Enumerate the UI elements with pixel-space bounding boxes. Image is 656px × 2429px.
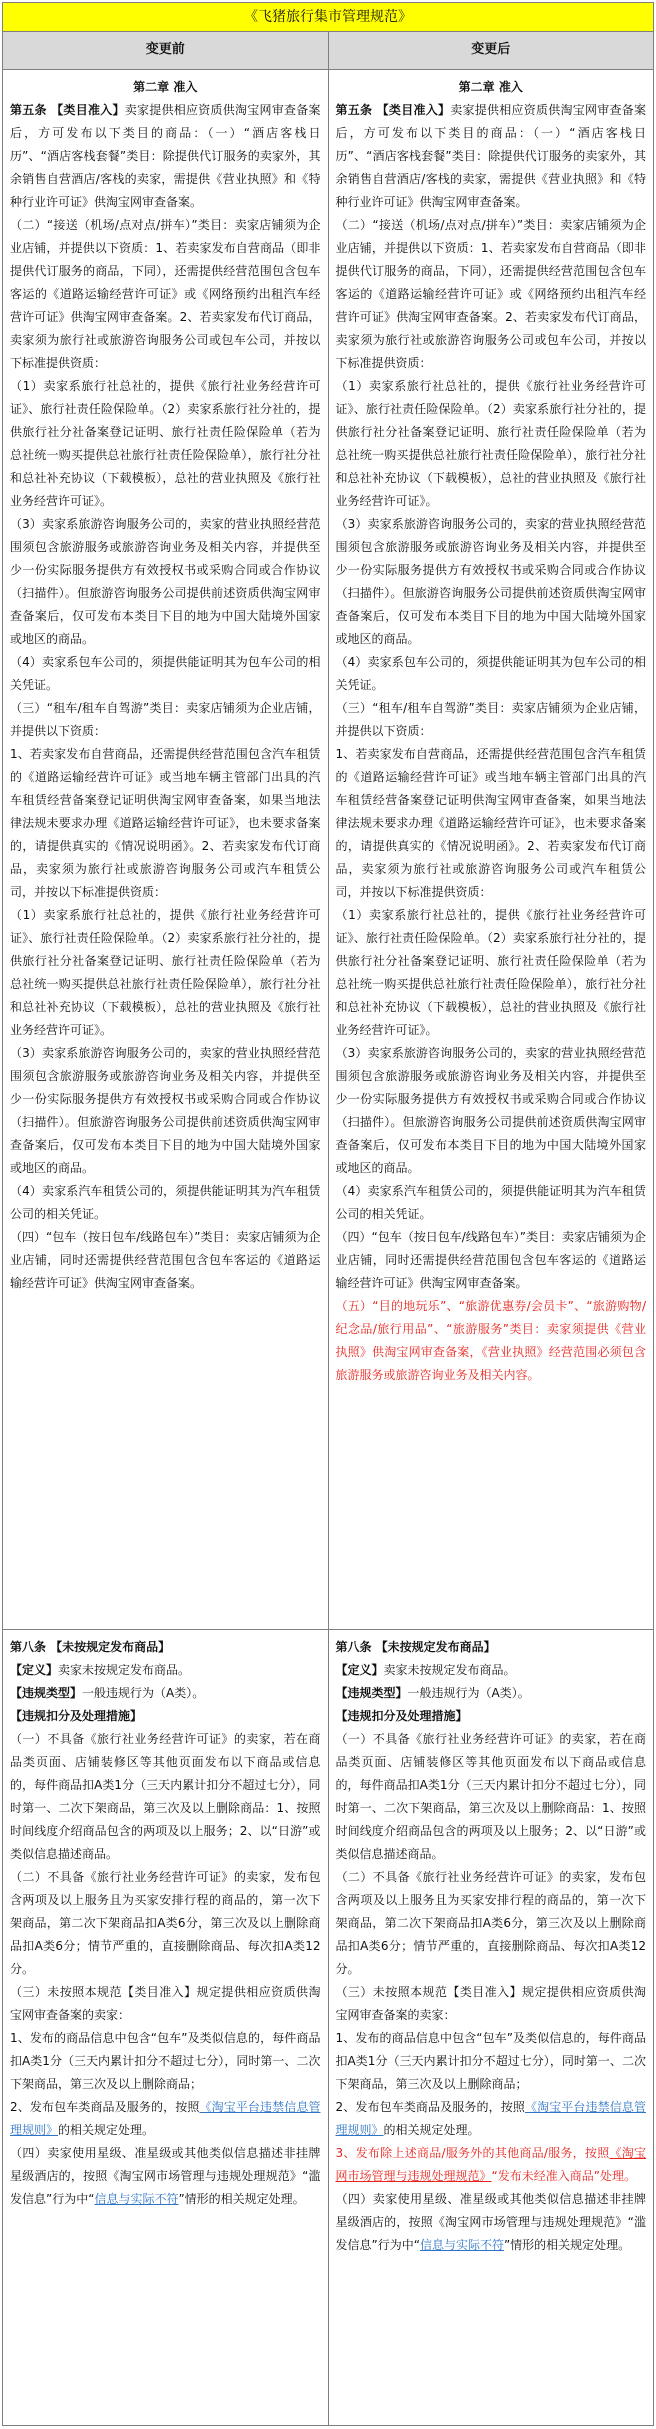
rule-link[interactable]: 《淘宝平台违禁信息管理规则》 [335,2100,646,2137]
paragraph: （4）卖家系包车公司的，须提供能证明其为包车公司的相关凭证。 [10,655,321,692]
definition: 【定义】卖家未按规定发布商品。 [335,1663,516,1677]
article8-row [2,1630,654,2426]
paragraph: 1、若卖家发布自营商品，还需提供经营范围包含汽车租赁的《道路运输经营许可证》或当地车辆主管部门出具的汽车租赁经营备案登记证明供淘宝网审查备案，如果当地法律法规未要求办理《道路运输经营许可证》，也未要求备案的，请提供真实的《情况说明函》。2、若卖家发布代订商品，卖家须为旅行社或旅游咨询服务公司或汽车租赁公司，并按以下标准提供资质： [10,747,321,899]
paragraph: （3）卖家系旅游咨询服务公司的，卖家的营业执照经营范围须包含旅游服务或旅游咨询业务及相关内容，并提供至少一份实际服务提供方有效授权书或采购合同或合作协议（扫描件）。但旅游咨询服务公司提供前述资质供淘宝网审查备案后，仅可发布本类目下目的地为中国大陆境外国家或地区的商品。 [10,517,321,646]
article5-para: 第五条 【类目准入】卖家提供相应资质供淘宝网审查备案后，方可发布以下类目的商品：（一）“酒店客栈日历”、“酒店客栈套餐”类目：除提供代订服务的卖家外，其余销售自营酒店/客栈的卖家，需提供《营业执照》和《特种行业许可证》供淘宝网审查备案。 [10,103,321,209]
measures-label: 【违规扣分及处理措施】 [335,1709,468,1723]
paragraph: （4）卖家系汽车租赁公司的，须提供能证明其为汽车租赁公司的相关凭证。 [335,1184,646,1221]
chapter2-row [2,70,654,1630]
paragraph: （四）卖家使用星级、准星级或其他类似信息描述非挂牌星级酒店的，按照《淘宝网市场管理与违规处理规范》“滥发信息”行为中“信息与实际不符”情形的相关规定处理。 [335,2192,646,2252]
paragraph: （二）“接送（机场/点对点/拼车）”类目：卖家店铺须为企业店铺，并提供以下资质：1、若卖家发布自营商品（即非提供代订服务的商品，下同），还需提供经营范围包含包车客运的《道路运输经营许可证》或《网络预约出租汽车经营许可证》供淘宝网审查备案。2、若卖家发布代订商品，卖家须为旅行社或旅游咨询服务公司或包车公司，并按以下标准提供资质： [335,218,646,370]
header-before: 变更前 [145,42,185,57]
paragraph: （三）“租车/租车自驾游”类目：卖家店铺须为企业店铺，并提供以下资质： [335,701,646,738]
rule-link[interactable]: 信息与实际不符 [94,2192,179,2206]
added-paragraph: （五）“目的地玩乐”、“旅游优惠券/会员卡”、“旅游购物/纪念品/旅行用品”、“旅游服务”类目：卖家须提供《营业执照》供淘宝网审查备案，《营业执照》经营范围必须包含旅游服务或旅游咨询业务及相关内容。 [335,1299,646,1382]
added-paragraph: 3、发布除上述商品/服务外的其他商品/服务，按照《淘宝网市场管理与违规处理规范》“发布未经准入商品”处理。 [335,2146,646,2183]
violation-type: 【违规类型】一般违规行为（A类）。 [335,1686,530,1700]
comparison-header [2,32,654,70]
measures-label: 【违规扣分及处理措施】 [10,1709,143,1723]
paragraph: （4）卖家系包车公司的，须提供能证明其为包车公司的相关凭证。 [335,655,646,692]
paragraph: （四）“包车（按日包车/线路包车）”类目：卖家店铺须为企业店铺，同时还需提供经营范围包含包车客运的《道路运输经营许可证》供淘宝网审查备案。 [335,1230,646,1290]
paragraph: （3）卖家系旅游咨询服务公司的，卖家的营业执照经营范围须包含旅游服务或旅游咨询业务及相关内容，并提供至少一份实际服务提供方有效授权书或采购合同或合作协议（扫描件）。但旅游咨询服务公司提供前述资质供淘宝网审查备案后，仅可发布本类目下目的地为中国大陆境外国家或地区的商品。 [10,1046,321,1175]
violation-type: 【违规类型】一般违规行为（A类）。 [10,1686,205,1700]
paragraph: （二）不具备《旅行社业务经营许可证》的卖家，发布包含两项及以上服务且为买家安排行程的商品的，第一次下架商品，第二次下架商品扣A类6分，第三次及以上删除商品扣A类6分；情节严重的，直接删除商品、每次扣A类12分。 [10,1870,321,1976]
paragraph: （1）卖家系旅行社总社的，提供《旅行社业务经营许可证》、旅行社责任险保险单。（2）卖家系旅行社分社的，提供旅行社分社备案登记证明、旅行社责任险保险单（若为总社统一购买提供总社旅行社责任险保险单），旅行社分社和总社补充协议（下载模板），总社的营业执照及《旅行社业务经营许可证》。 [10,908,321,1037]
article5-lead: 第五条 【类目准入】 [10,103,125,117]
article8-title: 第八条 【未按规定发布商品】 [335,1640,496,1654]
document-title: 《飞猪旅行集市管理规范》 [2,2,654,32]
article8-after [328,1630,654,2425]
paragraph: （四）卖家使用星级、准星级或其他类似信息描述非挂牌星级酒店的，按照《淘宝网市场管理与违规处理规范》“滥发信息”行为中“信息与实际不符”情形的相关规定处理。 [10,2146,321,2206]
paragraph: （四）“包车（按日包车/线路包车）”类目：卖家店铺须为企业店铺，同时还需提供经营范围包含包车客运的《道路运输经营许可证》供淘宝网审查备案。 [10,1230,321,1290]
paragraph: （三）未按照本规范【类目准入】规定提供相应资质供淘宝网审查备案的卖家： [335,1985,646,2022]
article5-lead: 第五条 【类目准入】 [335,103,451,117]
paragraph: 1、发布的商品信息中包含“包车”及类似信息的，每件商品扣A类1分（三天内累计扣分不超过七分），同时第一、二次下架商品，第三次及以上删除商品； [10,2031,321,2091]
chapter-title: 第二章 准入 [458,80,523,94]
chapter2-after [328,70,654,1629]
definition: 【定义】卖家未按规定发布商品。 [10,1663,191,1677]
paragraph: （1）卖家系旅行社总社的，提供《旅行社业务经营许可证》、旅行社责任险保险单。（2）卖家系旅行社分社的，提供旅行社分社备案登记证明、旅行社责任险保险单（若为总社统一购买提供总社旅行社责任险保险单），旅行社分社和总社补充协议（下载模板），总社的营业执照及《旅行社业务经营许可证》。 [10,379,321,508]
article8-before [3,1630,328,2425]
paragraph: （三）未按照本规范【类目准入】规定提供相应资质供淘宝网审查备案的卖家： [10,1985,321,2022]
chapter2-before [3,70,328,1629]
article8-title: 第八条 【未按规定发布商品】 [10,1640,171,1654]
paragraph: （一）不具备《旅行社业务经营许可证》的卖家，若在商品类页面、店铺装修区等其他页面发布以下商品或信息的，每件商品扣A类1分（三天内累计扣分不超过七分），同时第一、二次下架商品，第三次及以上删除商品：1、按照时间线度介绍商品包含的两项及以上服务；2、以“日游”或类似信息描述商品。 [10,1732,321,1861]
rule-link[interactable]: 《淘宝平台违禁信息管理规则》 [10,2100,321,2137]
paragraph: 1、发布的商品信息中包含“包车”及类似信息的，每件商品扣A类1分（三天内累计扣分不超过七分），同时第一、二次下架商品，第三次及以上删除商品； [335,2031,646,2091]
paragraph: （三）“租车/租车自驾游”类目：卖家店铺须为企业店铺，并提供以下资质： [10,701,321,738]
paragraph: （4）卖家系汽车租赁公司的，须提供能证明其为汽车租赁公司的相关凭证。 [10,1184,321,1221]
header-after: 变更后 [328,32,654,69]
paragraph: 2、发布包车类商品及服务的，按照《淘宝平台违禁信息管理规则》的相关规定处理。 [10,2100,321,2137]
paragraph: （3）卖家系旅游咨询服务公司的，卖家的营业执照经营范围须包含旅游服务或旅游咨询业务及相关内容，并提供至少一份实际服务提供方有效授权书或采购合同或合作协议（扫描件）。但旅游咨询服务公司提供前述资质供淘宝网审查备案后，仅可发布本类目下目的地为中国大陆境外国家或地区的商品。 [335,1046,646,1175]
rule-link[interactable]: 《淘宝网市场管理与违规处理规范》 [335,2146,646,2183]
paragraph: （3）卖家系旅游咨询服务公司的，卖家的营业执照经营范围须包含旅游服务或旅游咨询业务及相关内容，并提供至少一份实际服务提供方有效授权书或采购合同或合作协议（扫描件）。但旅游咨询服务公司提供前述资质供淘宝网审查备案后，仅可发布本类目下目的地为中国大陆境外国家或地区的商品。 [335,517,646,646]
paragraph: （1）卖家系旅行社总社的，提供《旅行社业务经营许可证》、旅行社责任险保险单。（2）卖家系旅行社分社的，提供旅行社分社备案登记证明、旅行社责任险保险单（若为总社统一购买提供总社旅行社责任险保险单），旅行社分社和总社补充协议（下载模板），总社的营业执照及《旅行社业务经营许可证》。 [335,908,646,1037]
paragraph: （二）不具备《旅行社业务经营许可证》的卖家，发布包含两项及以上服务且为买家安排行程的商品的，第一次下架商品，第二次下架商品扣A类6分，第三次及以上删除商品扣A类6分；情节严重的，直接删除商品、每次扣A类12分。 [335,1870,646,1976]
chapter-title: 第二章 准入 [133,80,198,94]
paragraph: （一）不具备《旅行社业务经营许可证》的卖家，若在商品类页面、店铺装修区等其他页面发布以下商品或信息的，每件商品扣A类1分（三天内累计扣分不超过七分），同时第一、二次下架商品，第三次及以上删除商品：1、按照时间线度介绍商品包含的两项及以上服务；2、以“日游”或类似信息描述商品。 [335,1732,646,1861]
rule-link[interactable]: 信息与实际不符 [419,2238,504,2252]
paragraph: 1、若卖家发布自营商品，还需提供经营范围包含汽车租赁的《道路运输经营许可证》或当地车辆主管部门出具的汽车租赁经营备案登记证明供淘宝网审查备案，如果当地法律法规未要求办理《道路运输经营许可证》，也未要求备案的，请提供真实的《情况说明函》。2、若卖家发布代订商品，卖家须为旅行社或旅游咨询服务公司或汽车租赁公司，并按以下标准提供资质： [335,747,646,899]
paragraph: （二）“接送（机场/点对点/拼车）”类目：卖家店铺须为企业店铺，并提供以下资质：1、若卖家发布自营商品（即非提供代订服务的商品，下同），还需提供经营范围包含包车客运的《道路运输经营许可证》或《网络预约出租汽车经营许可证》供淘宝网审查备案。2、若卖家发布代订商品，卖家须为旅行社或旅游咨询服务公司或包车公司，并按以下标准提供资质： [10,218,321,370]
paragraph: （1）卖家系旅行社总社的，提供《旅行社业务经营许可证》、旅行社责任险保险单。（2）卖家系旅行社分社的，提供旅行社分社备案登记证明、旅行社责任险保险单（若为总社统一购买提供总社旅行社责任险保险单），旅行社分社和总社补充协议（下载模板），总社的营业执照及《旅行社业务经营许可证》。 [335,379,646,508]
paragraph: 2、发布包车类商品及服务的，按照《淘宝平台违禁信息管理规则》的相关规定处理。 [335,2100,646,2137]
article5-para: 第五条 【类目准入】卖家提供相应资质供淘宝网审查备案后，方可发布以下类目的商品：（一）“酒店客栈日历”、“酒店客栈套餐”类目：除提供代订服务的卖家外，其余销售自营酒店/客栈的卖家，需提供《营业执照》和《特种行业许可证》供淘宝网审查备案。 [335,103,646,209]
